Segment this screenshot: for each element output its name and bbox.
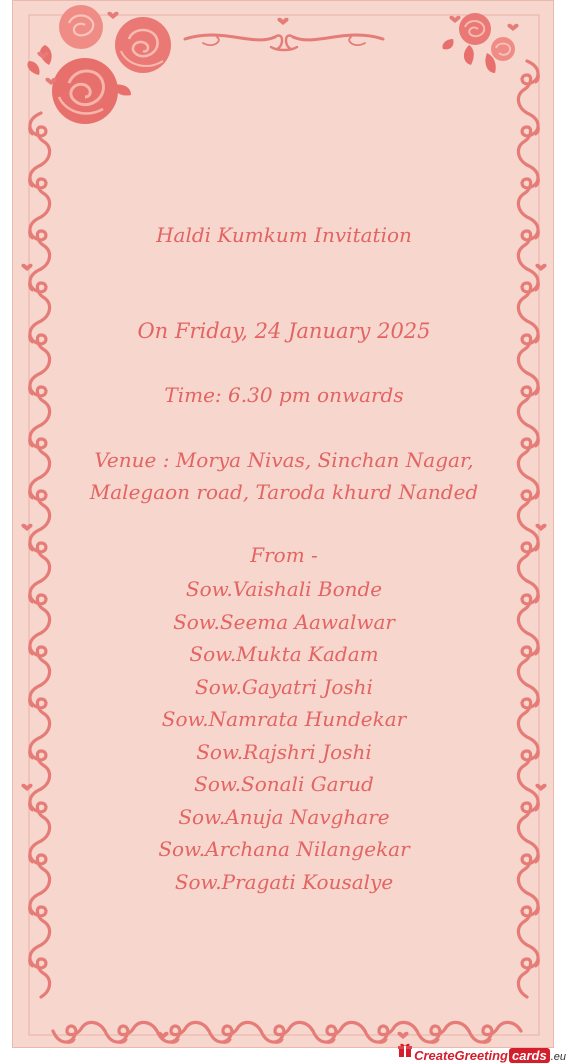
host-name: Sow.Vaishali Bonde <box>185 577 383 601</box>
event-time: Time: 6.30 pm onwards <box>164 383 404 407</box>
brand-text-part2: cards <box>509 1048 550 1063</box>
host-name: Sow.Seema Aawalwar <box>173 609 395 634</box>
host-name: Sow.Pragati Kousalye <box>174 869 394 894</box>
host-name: Sow.Gayatri Joshi <box>195 674 373 699</box>
host-name: Sow.Sonali Garud <box>194 772 374 796</box>
rose-cluster-icon <box>27 5 171 124</box>
invitation-card <box>12 0 554 1048</box>
venue-line-2: Malegaon road, Taroda khurd Nanded <box>89 480 479 504</box>
brand-watermark-link[interactable] <box>397 1033 566 1063</box>
event-date: On Friday, 24 January 2025 <box>137 319 431 343</box>
host-name: Sow.Namrata Hundekar <box>161 707 407 731</box>
brand-text-part3: .eu <box>550 1051 566 1063</box>
from-label: From - <box>250 543 318 567</box>
brand-text-part1: CreateGreeting <box>414 1048 508 1063</box>
invitation-title: Haldi Kumkum Invitation <box>156 223 412 247</box>
host-name: Sow.Rajshri Joshi <box>196 739 372 764</box>
venue-line-1: Venue : Morya Nivas, Sinchan Nagar, <box>94 448 474 472</box>
host-name: Sow.Anuja Navghare <box>178 804 390 829</box>
host-name: Sow.Mukta Kadam <box>189 642 379 666</box>
host-names-list <box>13 573 554 898</box>
gift-icon <box>397 1042 413 1061</box>
scroll-flourish-icon <box>185 35 383 50</box>
host-name: Sow.Archana Nilangekar <box>158 837 410 861</box>
rose-bud-icon <box>442 13 518 73</box>
